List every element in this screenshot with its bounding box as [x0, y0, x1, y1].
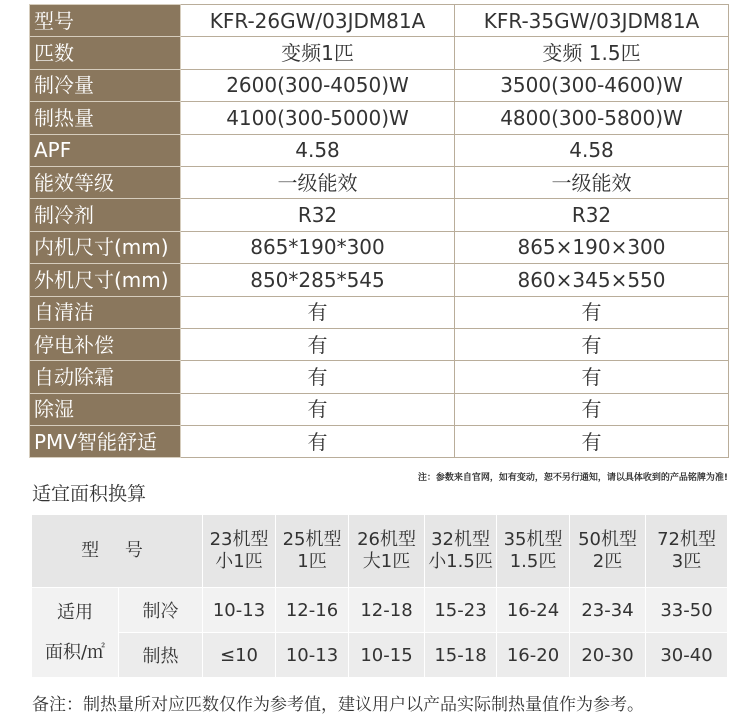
spec-value-model-1: 有	[181, 296, 455, 328]
heating-area-value: 15-18	[425, 633, 497, 678]
spec-label: 匹数	[30, 37, 181, 69]
spec-row	[30, 134, 729, 166]
cooling-area-value: 33-50	[646, 588, 728, 633]
heating-area-value: 20-30	[570, 633, 646, 678]
spec-value-model-1: 865*190*300	[181, 231, 455, 263]
spec-value-model-1: 有	[181, 361, 455, 393]
model-capacity: 1.5匹	[509, 551, 557, 572]
footnote: 备注：制热量所对应匹数仅作为参考值，建议用户以产品实际制热量值作为参考。	[32, 695, 644, 715]
model-column-header	[276, 515, 349, 588]
spec-value-model-1: 有	[181, 328, 455, 360]
area-table	[32, 515, 728, 678]
usage-area-label	[32, 588, 119, 678]
spec-label: 外机尺寸(mm)	[30, 264, 181, 296]
cooling-area-value: 23-34	[570, 588, 646, 633]
spec-row	[30, 264, 729, 296]
model-capacity: 1匹	[297, 551, 327, 572]
spec-label: 自清洁	[30, 296, 181, 328]
model-header: 型 号	[32, 515, 203, 588]
model-capacity: 小1匹	[215, 551, 263, 572]
spec-value-model-1: 一级能效	[181, 166, 455, 198]
cooling-area-value: 12-18	[349, 588, 425, 633]
cooling-row	[32, 588, 728, 633]
spec-label: 停电补偿	[30, 328, 181, 360]
spec-row	[30, 69, 729, 101]
spec-value-model-2: 有	[455, 361, 729, 393]
model-column-header	[349, 515, 425, 588]
cooling-area-value: 10-13	[203, 588, 276, 633]
model-name: 26机型	[357, 529, 416, 550]
spec-value-model-1: R32	[181, 199, 455, 231]
spec-label: PMV智能舒适	[30, 426, 181, 458]
spec-value-model-2: 有	[455, 426, 729, 458]
model-capacity: 2匹	[592, 551, 623, 572]
spec-value-model-2: KFR-35GW/03JDM81A	[455, 5, 729, 37]
heating-area-value: 10-15	[349, 633, 425, 678]
spec-table	[29, 4, 729, 458]
heating-area-value: 10-13	[276, 633, 349, 678]
spec-value-model-2: 860×345×550	[455, 264, 729, 296]
spec-label: APF	[30, 134, 181, 166]
cooling-area-value: 12-16	[276, 588, 349, 633]
spec-label: 内机尺寸(mm)	[30, 231, 181, 263]
spec-label: 自动除霜	[30, 361, 181, 393]
spec-row	[30, 37, 729, 69]
model-name: 32机型	[431, 529, 490, 550]
spec-label: 型号	[30, 5, 181, 37]
spec-note: 注：参数来自官网，如有变动，恕不另行通知，请以具体收到的产品铭牌为准!	[417, 473, 728, 483]
cooling-label: 制冷	[119, 588, 203, 633]
spec-value-model-2: 865×190×300	[455, 231, 729, 263]
spec-value-model-1: 850*285*545	[181, 264, 455, 296]
spec-table-body	[30, 5, 729, 458]
spec-row	[30, 328, 729, 360]
heating-area-value: 30-40	[646, 633, 728, 678]
model-name: 25机型	[282, 529, 342, 550]
spec-row	[30, 231, 729, 263]
spec-value-model-2: 4800(300-5800)W	[455, 102, 729, 134]
spec-row	[30, 102, 729, 134]
spec-value-model-2: 一级能效	[455, 166, 729, 198]
heating-area-value: 16-20	[497, 633, 570, 678]
spec-value-model-2: 有	[455, 393, 729, 425]
spec-value-model-2: R32	[455, 199, 729, 231]
model-capacity: 3匹	[671, 551, 702, 572]
spec-row	[30, 393, 729, 425]
spec-value-model-1: KFR-26GW/03JDM81A	[181, 5, 455, 37]
model-column-header	[646, 515, 728, 588]
spec-label: 制热量	[30, 102, 181, 134]
model-name: 23机型	[209, 529, 269, 550]
heating-label: 制热	[119, 633, 203, 678]
spec-value-model-2: 4.58	[455, 134, 729, 166]
spec-value-model-1: 2600(300-4050)W	[181, 69, 455, 101]
spec-value-model-1: 变频1匹	[181, 37, 455, 69]
area-header-row	[32, 515, 728, 588]
model-column-header	[425, 515, 497, 588]
spec-row	[30, 361, 729, 393]
model-name: 50机型	[578, 529, 637, 550]
model-capacity: 大1匹	[362, 551, 411, 572]
usage-label-line1: 适用	[57, 601, 93, 623]
model-name: 35机型	[503, 529, 563, 550]
spec-value-model-2: 变频 1.5匹	[455, 37, 729, 69]
spec-label: 制冷剂	[30, 199, 181, 231]
cooling-area-value: 15-23	[425, 588, 497, 633]
spec-value-model-2: 3500(300-4600)W	[455, 69, 729, 101]
spec-value-model-1: 4.58	[181, 134, 455, 166]
model-name: 72机型	[657, 529, 716, 550]
spec-value-model-2: 有	[455, 328, 729, 360]
spec-row	[30, 426, 729, 458]
spec-row	[30, 5, 729, 37]
spec-label: 除湿	[30, 393, 181, 425]
spec-row	[30, 296, 729, 328]
spec-row	[30, 199, 729, 231]
spec-value-model-1: 有	[181, 393, 455, 425]
model-column-header	[203, 515, 276, 588]
model-column-header	[497, 515, 570, 588]
spec-row	[30, 166, 729, 198]
spec-value-model-1: 4100(300-5000)W	[181, 102, 455, 134]
spec-label: 制冷量	[30, 69, 181, 101]
model-column-header	[570, 515, 646, 588]
heating-area-value: ≤10	[203, 633, 276, 678]
spec-value-model-2: 有	[455, 296, 729, 328]
model-capacity: 小1.5匹	[428, 551, 493, 572]
cooling-area-value: 16-24	[497, 588, 570, 633]
spec-value-model-1: 有	[181, 426, 455, 458]
spec-label: 能效等级	[30, 166, 181, 198]
area-table-title: 适宜面积换算	[32, 483, 147, 505]
usage-label-line2: 面积/㎡	[44, 641, 106, 663]
heating-row	[32, 633, 728, 678]
